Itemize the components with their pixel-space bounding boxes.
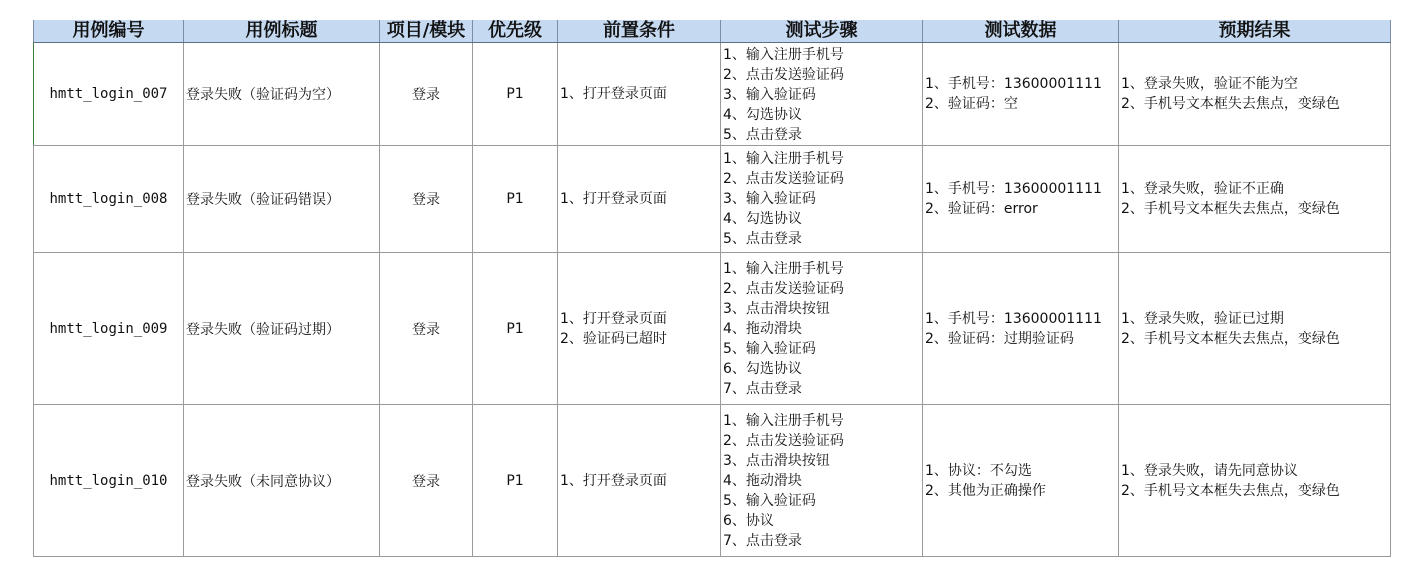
col-header-test-data[interactable]: 测试数据 xyxy=(923,20,1119,43)
data-line: 2、验证码：error xyxy=(925,201,1038,217)
data-line: 2、验证码：过期验证码 xyxy=(925,330,1074,347)
data-line: 1、手机号：13600001111 xyxy=(925,181,1102,197)
test-steps-cell[interactable] xyxy=(721,43,923,146)
data-line: 1、手机号：13600001111 xyxy=(925,76,1102,92)
case-id-cell[interactable]: hmtt_login_010 xyxy=(34,405,184,557)
header-row xyxy=(34,20,1391,43)
step-line: 4、拖动滑块 xyxy=(723,472,802,489)
step-line: 5、输入验证码 xyxy=(723,492,816,509)
step-line: 3、输入验证码 xyxy=(723,87,816,103)
expected-line: 2、手机号文本框失去焦点，变绿色 xyxy=(1121,330,1340,347)
precondition-cell[interactable] xyxy=(558,146,721,253)
step-line: 2、点击发送验证码 xyxy=(723,67,844,83)
step-line: 1、输入注册手机号 xyxy=(723,260,844,277)
step-line: 4、勾选协议 xyxy=(723,107,802,123)
table-row xyxy=(34,146,1391,253)
step-line: 3、点击滑块按钮 xyxy=(723,452,830,469)
expected-result-cell[interactable] xyxy=(1119,253,1391,405)
module-cell[interactable]: 登录 xyxy=(380,253,473,405)
case-id-cell[interactable]: hmtt_login_008 xyxy=(34,146,184,253)
step-line: 2、点击发送验证码 xyxy=(723,171,844,187)
precondition-cell[interactable] xyxy=(558,253,721,405)
priority-cell[interactable]: P1 xyxy=(473,405,558,557)
module-cell[interactable]: 登录 xyxy=(380,146,473,253)
expected-result-cell[interactable] xyxy=(1119,405,1391,557)
precondition-line: 2、验证码已超时 xyxy=(560,330,667,347)
case-title-cell[interactable]: 登录失败（验证码错误） xyxy=(184,146,380,253)
data-line: 1、协议：不勾选 xyxy=(925,462,1032,479)
case-title-cell[interactable]: 登录失败（未同意协议） xyxy=(184,405,380,557)
expected-line: 2、手机号文本框失去焦点，变绿色 xyxy=(1121,482,1340,499)
precondition-line: 1、打开登录页面 xyxy=(560,310,667,327)
step-line: 2、点击发送验证码 xyxy=(723,432,844,449)
expected-line: 2、手机号文本框失去焦点，变绿色 xyxy=(1121,201,1340,217)
step-line: 7、点击登录 xyxy=(723,532,802,549)
precondition-line: 1、打开登录页面 xyxy=(560,472,667,489)
col-header-expected-result[interactable]: 预期结果 xyxy=(1119,20,1391,43)
expected-line: 2、手机号文本框失去焦点，变绿色 xyxy=(1121,96,1340,112)
priority-cell[interactable]: P1 xyxy=(473,146,558,253)
step-line: 5、输入验证码 xyxy=(723,340,816,357)
expected-line: 1、登录失败，请先同意协议 xyxy=(1121,462,1298,479)
expected-line: 1、登录失败，验证不能为空 xyxy=(1121,76,1298,92)
step-line: 2、点击发送验证码 xyxy=(723,280,844,297)
step-line: 4、勾选协议 xyxy=(723,211,802,227)
precondition-line: 1、打开登录页面 xyxy=(560,86,667,102)
priority-cell[interactable]: P1 xyxy=(473,43,558,146)
step-line: 1、输入注册手机号 xyxy=(723,412,844,429)
case-title-cell[interactable]: 登录失败（验证码为空） xyxy=(184,43,380,146)
table-row xyxy=(34,405,1391,557)
data-line: 2、其他为正确操作 xyxy=(925,482,1046,499)
expected-result-cell[interactable] xyxy=(1119,146,1391,253)
priority-cell[interactable]: P1 xyxy=(473,253,558,405)
case-id-cell[interactable]: hmtt_login_007 xyxy=(34,43,184,146)
col-header-precondition[interactable]: 前置条件 xyxy=(558,20,721,43)
data-line: 2、验证码：空 xyxy=(925,96,1018,112)
expected-line: 1、登录失败，验证不正确 xyxy=(1121,181,1284,197)
table-row xyxy=(34,253,1391,405)
test-steps-cell[interactable] xyxy=(721,253,923,405)
case-title-cell[interactable]: 登录失败（验证码过期） xyxy=(184,253,380,405)
expected-line: 1、登录失败，验证已过期 xyxy=(1121,310,1284,327)
col-header-case-title[interactable]: 用例标题 xyxy=(184,20,380,43)
module-cell[interactable]: 登录 xyxy=(380,405,473,557)
test-data-cell[interactable] xyxy=(923,253,1119,405)
case-id-cell[interactable]: hmtt_login_009 xyxy=(34,253,184,405)
step-line: 6、勾选协议 xyxy=(723,360,802,377)
module-cell[interactable]: 登录 xyxy=(380,43,473,146)
step-line: 6、协议 xyxy=(723,512,774,529)
precondition-cell[interactable] xyxy=(558,405,721,557)
data-line: 1、手机号：13600001111 xyxy=(925,310,1102,327)
col-header-priority[interactable]: 优先级 xyxy=(473,20,558,43)
step-line: 5、点击登录 xyxy=(723,231,802,247)
test-case-table xyxy=(33,20,1391,557)
col-header-case-id[interactable]: 用例编号 xyxy=(34,20,184,43)
test-data-cell[interactable] xyxy=(923,405,1119,557)
table-row xyxy=(34,43,1391,146)
step-line: 4、拖动滑块 xyxy=(723,320,802,337)
step-line: 1、输入注册手机号 xyxy=(723,151,844,167)
test-data-cell[interactable] xyxy=(923,43,1119,146)
step-line: 7、点击登录 xyxy=(723,380,802,397)
step-line: 5、点击登录 xyxy=(723,127,802,143)
test-data-cell[interactable] xyxy=(923,146,1119,253)
step-line: 3、输入验证码 xyxy=(723,191,816,207)
test-steps-cell[interactable] xyxy=(721,146,923,253)
col-header-test-steps[interactable]: 测试步骤 xyxy=(721,20,923,43)
precondition-cell[interactable] xyxy=(558,43,721,146)
step-line: 3、点击滑块按钮 xyxy=(723,300,830,317)
expected-result-cell[interactable] xyxy=(1119,43,1391,146)
test-steps-cell[interactable] xyxy=(721,405,923,557)
precondition-line: 1、打开登录页面 xyxy=(560,191,667,207)
step-line: 1、输入注册手机号 xyxy=(723,47,844,63)
col-header-module[interactable]: 项目/模块 xyxy=(380,20,473,43)
